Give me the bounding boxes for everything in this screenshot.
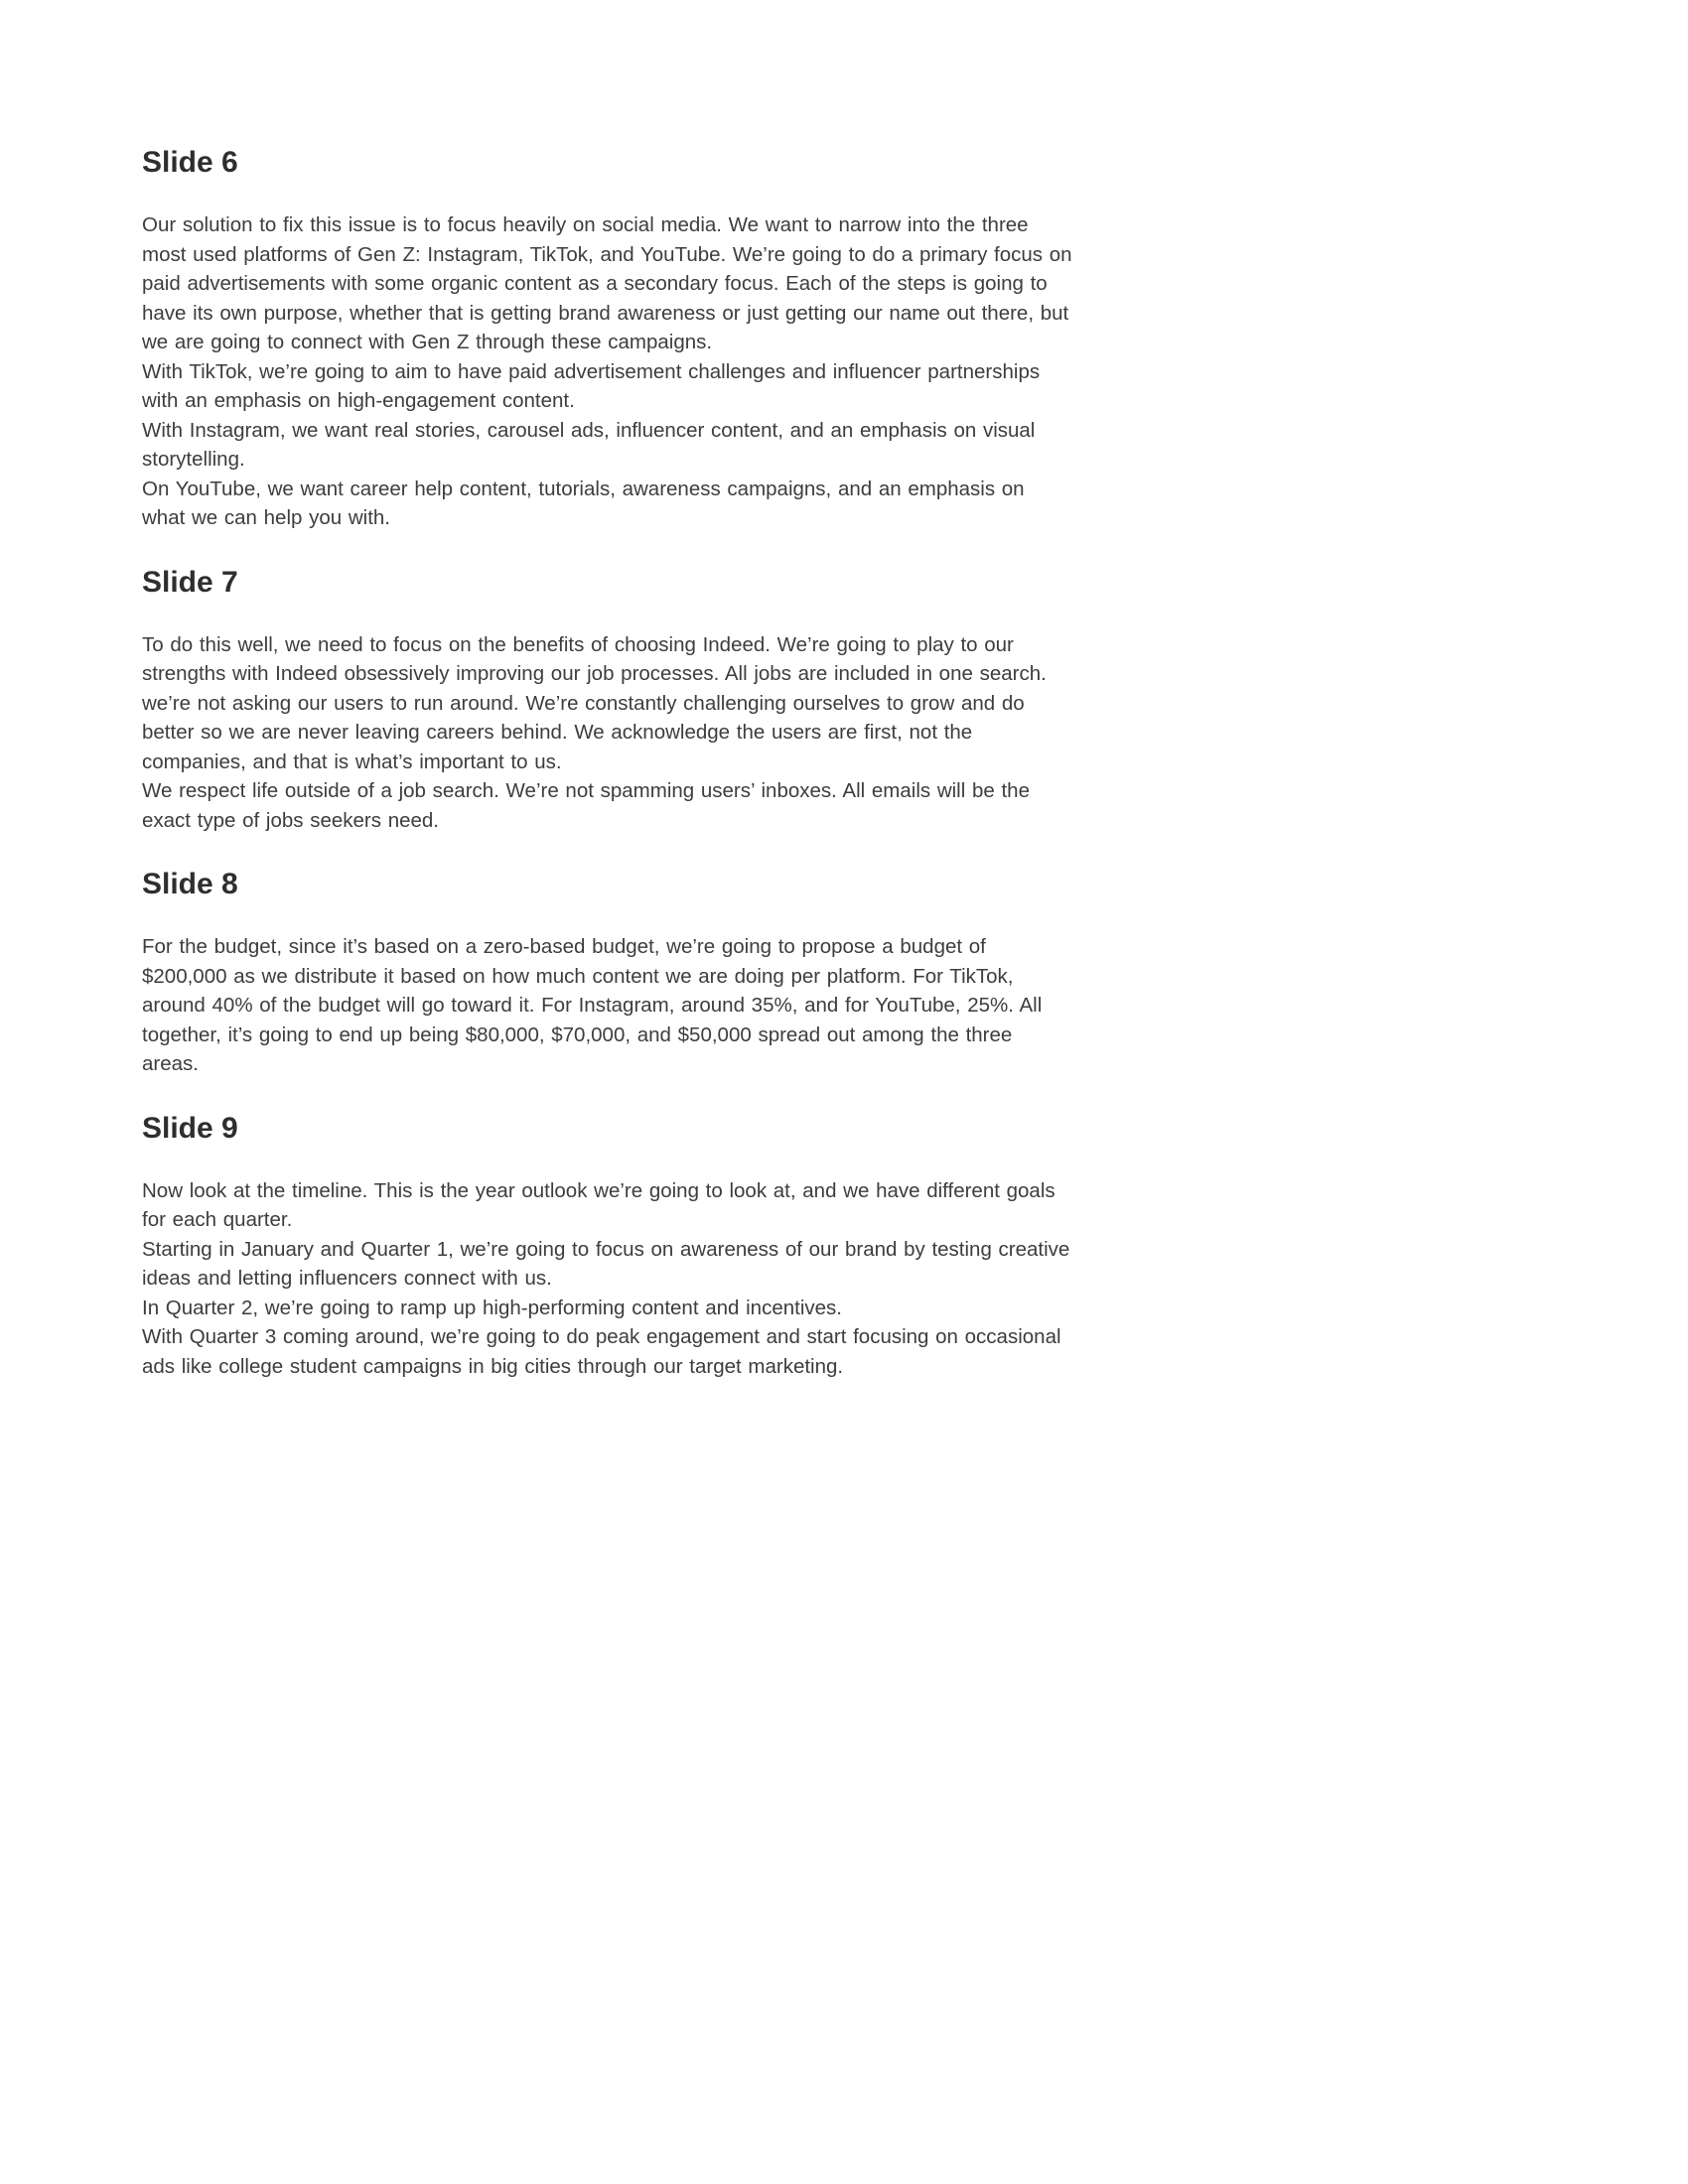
heading-slide-7: Slide 7	[142, 565, 238, 599]
heading-slide-6: Slide 6	[142, 146, 238, 179]
paragraph-slide-6-intro: Our solution to fix this issue is to focus heavily on social media. We want to narrow into the three most used platforms of Gen Z: Instagram, TikTok, and YouTube. We’re going to do a primary focus on paid advertisements with some organic content as a secondary focus. Each of the steps is going to have its own purpose, whether that is getting brand awareness or just getting our name out there, but we are going to connect with Gen Z through these campaigns.	[142, 213, 1072, 353]
section-slide-9	[142, 1111, 1073, 1382]
paragraph-slide-6-tiktok: With TikTok, we’re going to aim to have paid advertisement challenges and influencer partnerships with an emphasis on high-engagement content.	[142, 359, 1041, 412]
document-content	[142, 145, 1073, 1381]
paragraph-slide-9-q2: In Quarter 2, we’re going to ramp up high-performing content and incentives.	[142, 1296, 842, 1319]
heading-slide-9: Slide 9	[142, 1111, 238, 1145]
paragraph-slide-6-instagram: With Instagram, we want real stories, carousel ads, influencer content, and an emphasis on visual storytelling.	[142, 418, 1036, 471]
paragraph-slide-9-q1: Starting in January and Quarter 1, we’re going to focus on awareness of our brand by testing creative ideas and letting influencers connect with us.	[142, 1237, 1070, 1290]
paragraph-slide-7-respect: We respect life outside of a job search. We’re not spamming users’ inboxes. All emails will be the exact type of jobs seekers need.	[142, 779, 1030, 832]
paragraph-slide-7-benefits: To do this well, we need to focus on the benefits of choosing Indeed. We’re going to play to our strengths with Indeed obsessively improving our job processes. All jobs are included in one search. we’re not asking our users to run around. We’re constantly challenging ourselves to grow and do better so we are never leaving careers behind. We acknowledge the users are first, not the companies, and that is what’s important to us.	[142, 632, 1047, 773]
paragraph-slide-9-q3: With Quarter 3 coming around, we’re going to do peak engagement and start focusing on occasional ads like college student campaigns in big cities through our target marketing.	[142, 1325, 1061, 1378]
section-slide-7	[142, 565, 1073, 836]
section-slide-6	[142, 145, 1073, 533]
paragraph-slide-9-timeline: Now look at the timeline. This is the year outlook we’re going to look at, and we have different goals for each quarter.	[142, 1178, 1055, 1231]
section-slide-8	[142, 867, 1073, 1079]
heading-slide-8: Slide 8	[142, 868, 238, 900]
paragraph-slide-6-youtube: On YouTube, we want career help content, tutorials, awareness campaigns, and an emphasis on what we can help you with.	[142, 477, 1025, 529]
paragraph-slide-8-budget: For the budget, since it’s based on a zero-based budget, we’re going to propose a budget of $200,000 as we distribute it based on how much content we are doing per platform. For TikTok, around 40% of the budget will go toward it. For Instagram, around 35%, and for YouTube, 25%. All together, it’s going to end up being $80,000, $70,000, and $50,000 spread out among the three areas.	[142, 935, 1043, 1075]
